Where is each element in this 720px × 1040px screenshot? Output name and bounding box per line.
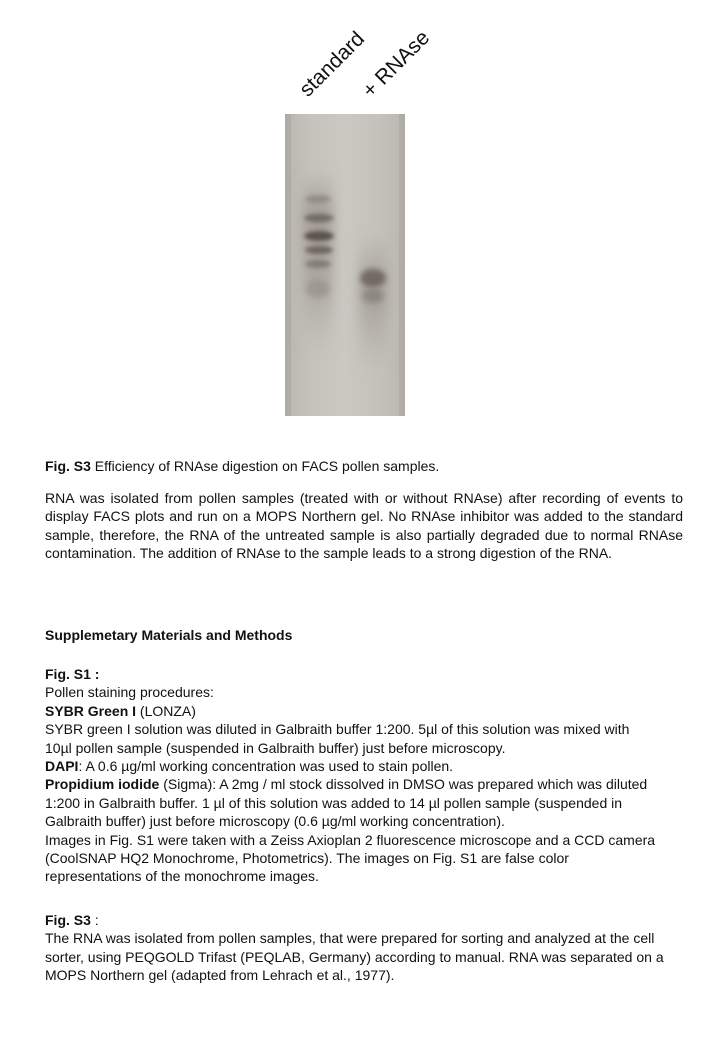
figs3-section [45, 911, 683, 985]
figs1-label-line [45, 665, 683, 683]
sybr-heading-line [45, 702, 683, 720]
sybr-line-2: 10µl pollen sample (suspended in Galbraith buffer) just before microscopy. [45, 739, 506, 756]
dapi-line [45, 757, 683, 775]
figure-caption-body: RNA was isolated from pollen samples (treated with or without RNAse) after recording of events to display FACS plots and run on a MOPS Northern gel. No RNAse inhibitor was added to the standard sample, therefore, the RNA of the untreated sample is also partially degraded due to normal RNAse contamination. The addition of RNAse to the sample leads to a strong digestion of the RNA. [45, 490, 683, 562]
dapi-name: DAPI [45, 758, 79, 775]
dapi-text: : A 0.6 µg/ml working concentration was used to stain pollen. [78, 758, 454, 775]
images-line-3: representations of the monochrome images. [45, 868, 319, 885]
figs3-line-2: sorter, using PEQGOLD Trifast (PEQLAB, Germany) according to manual. RNA was separated on a [45, 948, 664, 965]
sybr-name: SYBR Green I [45, 702, 137, 719]
figs3-label-line [45, 911, 683, 929]
lane-label-standard: standard [295, 27, 370, 102]
figure-ref: Fig. S3 [45, 458, 91, 474]
figs3-line-3: MOPS Northern gel (adapted from Lehrach et al., 1977). [45, 967, 395, 984]
sybr-source: (LONZA) [136, 702, 196, 719]
pi-line-3: Galbraith buffer) just before microscopy (0.6 µg/ml working concentration). [45, 813, 505, 830]
figure-caption-title [45, 457, 683, 475]
images-line-1: Images in Fig. S1 were taken with a Zeiss Axioplan 2 fluorescence microscope and a CCD camera [45, 831, 656, 848]
methods-heading-text: Supplemetary Materials and Methods [45, 627, 293, 643]
figs1-section [45, 665, 683, 886]
figs1-label: Fig. S1 : [45, 666, 100, 682]
pi-name: Propidium iodide [45, 776, 160, 793]
figure-caption-text: Efficiency of RNAse digestion on FACS pollen samples. [94, 458, 440, 474]
gel-bands-graphic [285, 114, 405, 416]
images-line-2: (CoolSNAP HQ2 Monochrome, Photometrics). The images on Fig. S1 are false color [45, 850, 569, 867]
figs3-label: Fig. S3 [45, 912, 91, 928]
figs1-intro: Pollen staining procedures: [45, 684, 214, 701]
figs3-line-1: The RNA was isolated from pollen samples, that were prepared for sorting and analyzed at the cell [45, 930, 655, 947]
pi-line-2: 1:200 in Galbraith buffer. 1 µl of this solution was added to 14 µl pollen sample (suspended in [45, 794, 623, 811]
figs3-label-suffix: : [90, 912, 99, 928]
methods-heading [45, 626, 683, 644]
pi-text-1: (Sigma): A 2mg / ml stock dissolved in DMSO was prepared which was diluted [159, 776, 648, 793]
lane-label-rnase: + RNAse [358, 26, 435, 103]
sybr-line-1: SYBR green I solution was diluted in Galbraith buffer 1:200. 5µl of this solution was mixed with [45, 721, 630, 738]
northern-gel-image [285, 114, 405, 416]
pi-line-1 [45, 775, 683, 793]
